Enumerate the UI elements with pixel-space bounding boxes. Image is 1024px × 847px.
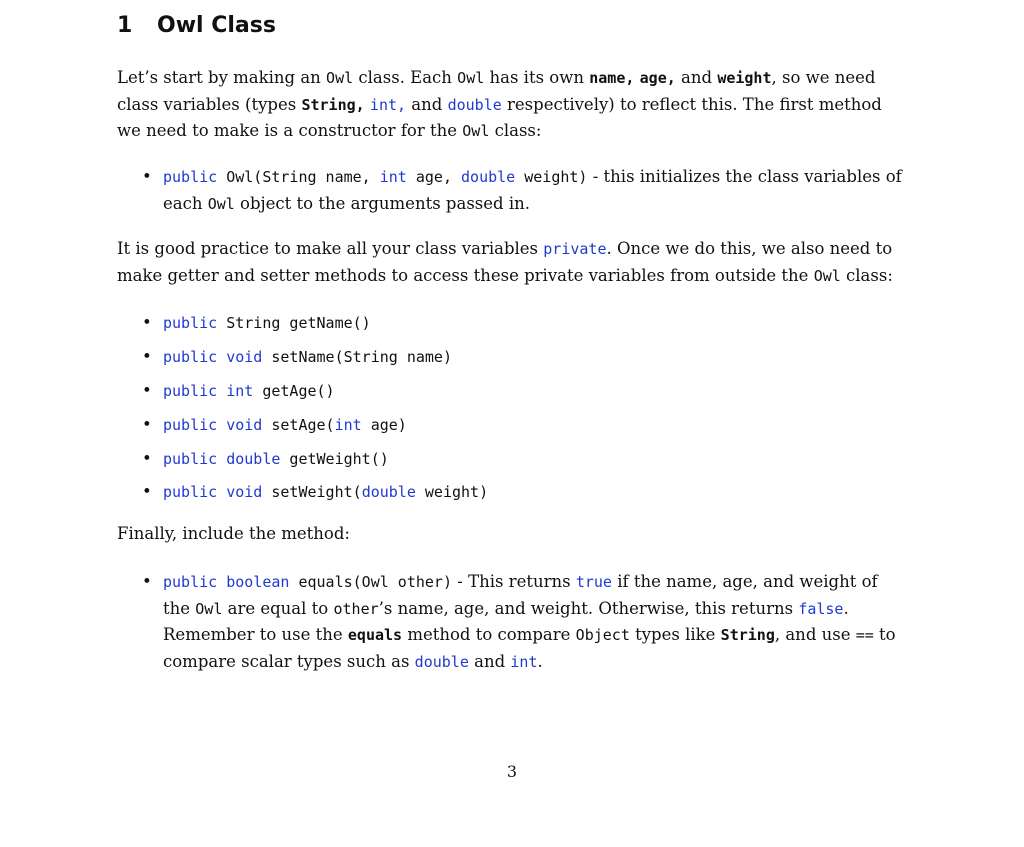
list-item: • public double getWeight() [142,448,389,468]
list-item: • public void setAge(int age) [142,414,407,434]
section-number: 1 [117,13,133,38]
private-paragraph: It is good practice to make all your class variables private. Once we do this, we also need to make getter and setter methods to access these private variables from outside the Owl class: [117,239,893,285]
finally-paragraph: Finally, include the method: [117,524,350,543]
section-heading [117,13,276,38]
section-title: Owl Class [157,13,276,38]
equals-list [117,569,907,675]
list-item: • public int getAge() [142,380,335,400]
list-item: • public Owl(String name, int age, double weight) - this initializes the class variables of each Owl object to the arguments passed in. [142,167,902,213]
list-item: • public boolean equals(Owl other) - This returns true if the name, age, and weight of the Owl are equal to other’s name, age, and weight. Otherwise, this returns false. Remember to use the equals method to compare Object types like String, and use == to compare scalar types such as double and int. [142,572,896,671]
list-item: • public void setName(String name) [142,346,452,366]
page-number: 3 [506,762,518,781]
intro-paragraph: Let’s start by making an Owl class. Each Owl has its own name, age, and weight, so we need class variables (types String, int, and double respectively) to reflect this. The first method we need to make is a constructor for the Owl class: [117,68,882,140]
methods-list [117,310,907,513]
list-item: • public void setWeight(double weight) [142,482,489,502]
list-item: • public String getName() [142,313,371,332]
constructor-list [117,164,907,217]
